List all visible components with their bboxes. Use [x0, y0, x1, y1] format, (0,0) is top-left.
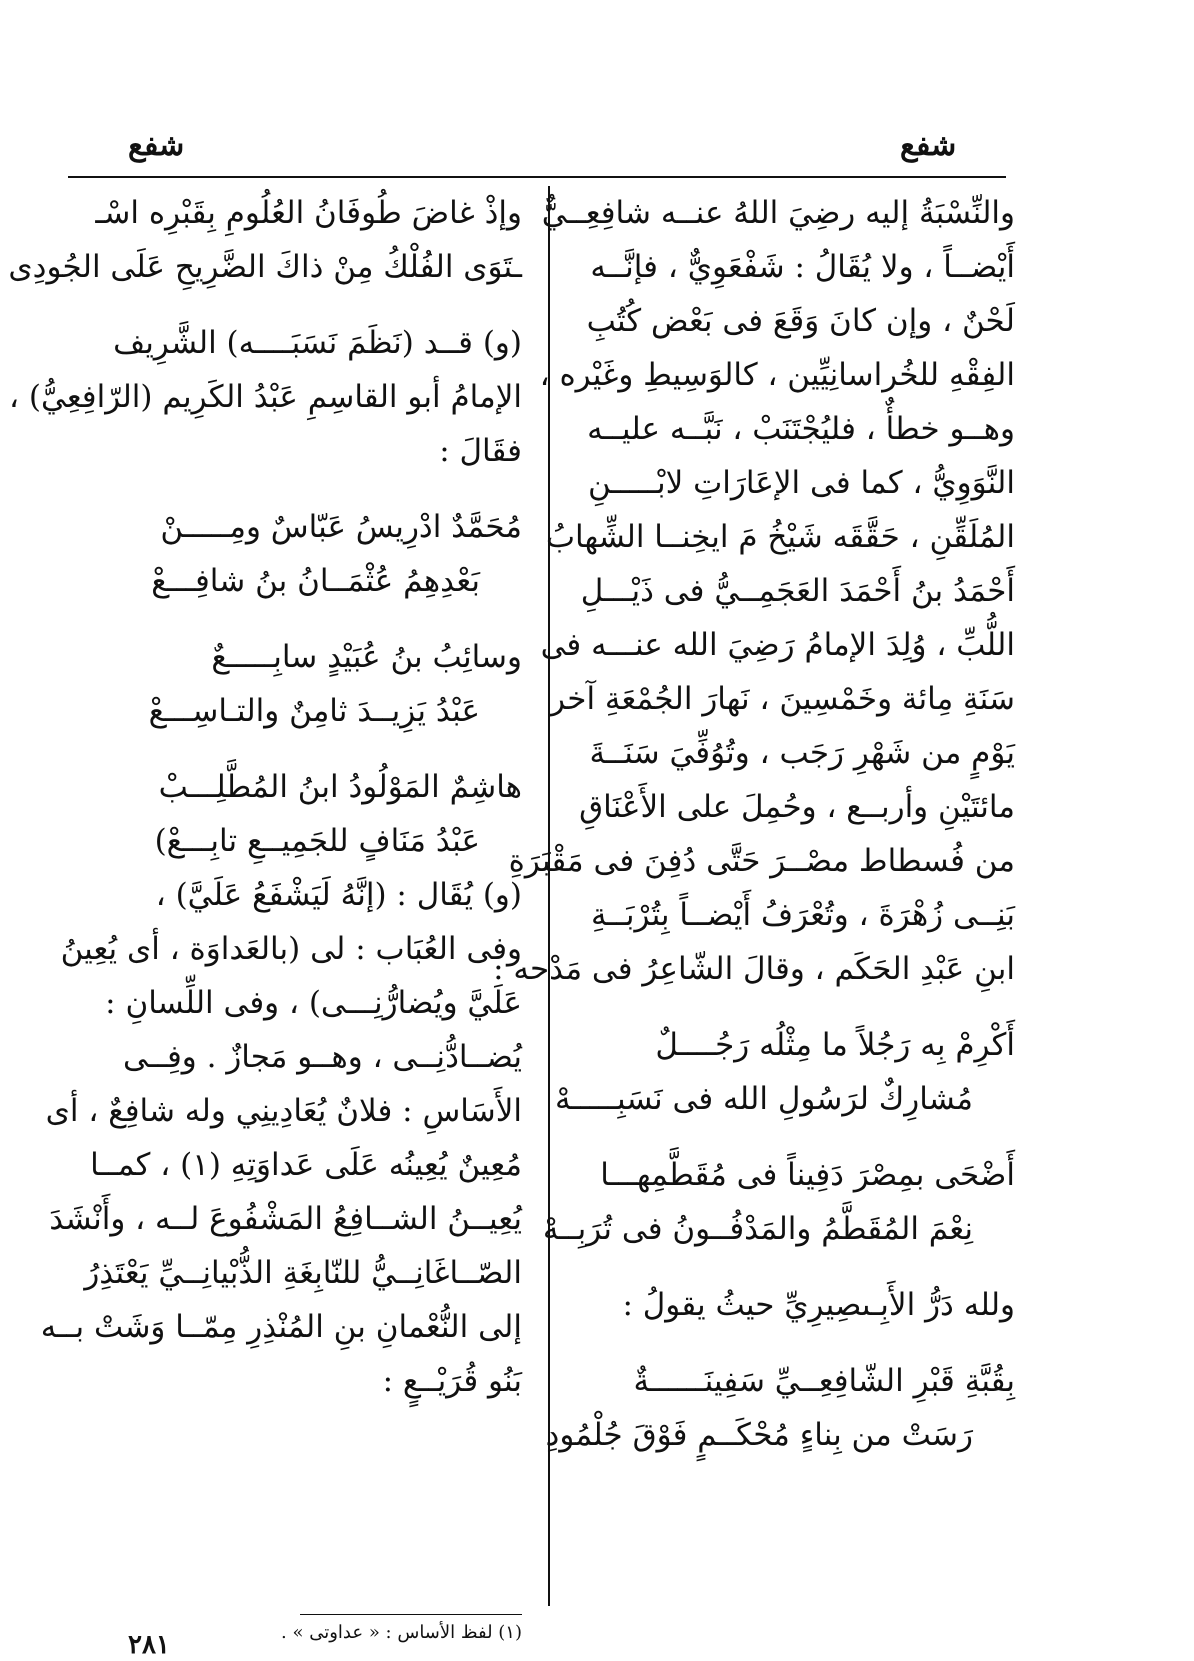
poem-hemistich: هاشِمٌ المَوْلُودُ ابنُ المُطَّلِـــبْ: [158, 769, 522, 805]
text-line: المُلَقِّنِ ، حَقَّقَه شَيْخُ مَ ايخِنــا الشِّهابُ: [545, 519, 1015, 555]
text-line: (و) يُقَال : (إنَّهُ لَيَشْفَعُ عَلَيَّ) ،: [155, 877, 522, 913]
header-rule: [68, 176, 1006, 178]
poem-hemistich: عَبْدُ يَزِيــدَ ثامِنٌ والتـاسِـــعْ: [148, 693, 480, 729]
poem-hemistich: عَبْدُ مَنَافٍ للجَمِيــعِ تابِـــعْ): [154, 823, 480, 859]
text-line: لَحْنٌ ، وإن كانَ وَقَعَ فى بَعْض كُتُبِ: [586, 303, 1015, 339]
poem-hemistich: وسائِبُ بنُ عُبَيْدٍ سابِـــــعٌ: [211, 639, 522, 675]
text-line: فقَالَ :: [439, 433, 522, 469]
text-line: يَوْمٍ من شَهْرِ رَجَب ، وتُوُفِّيَ سَنَــةَ: [589, 735, 1015, 771]
text-line: ولله دَرُّ الأَبِـىصِيرِيِّ حيثُ يقولُ :: [622, 1287, 1015, 1323]
running-head-left: شفع: [128, 128, 185, 163]
text-line: مُعِينٌ يُعِينُه عَلَى عَداوَتِهِ (١) ، كمــا: [90, 1147, 522, 1183]
text-line: بَنِــى زُهْرَةَ ، وتُعْرَفُ أَيْضــاً بِتُرْبَــةِ: [591, 897, 1015, 933]
text-line: وفى العُبَاب : لى (بالعَداوَة ، أى يُعِينُ: [60, 931, 522, 967]
text-line: الأَسَاسِ : فلانٌ يُعَادِينِي وله شافِعٌ ، أى: [45, 1093, 522, 1129]
text-line: ابنِ عَبْدِ الحَكَم ، وقالَ الشّاعِرُ فى مَدْحه :: [493, 951, 1015, 987]
text-line: إلى النُّعْمانِ بنِ المُنْذِرِ مِمّــا وَشَتْ بــه: [40, 1309, 522, 1345]
text-line: اللُّبِّ ، وُلِدَ الإمامُ رَضِيَ الله عنـــه فى: [540, 627, 1015, 663]
footnote: (١) لفظ الأساس : « عداوتى » .: [281, 1622, 522, 1643]
text-line: سَنَةِ مِائة وخَمْسِينَ ، نَهارَ الجُمْعَةِ آخر: [550, 681, 1015, 717]
text-line: النَّوَوِيُّ ، كما فى الإعَارَاتِ لابْـــــنِ: [587, 465, 1015, 501]
poem-hemistich: ـتَوَى الفُلْكُ مِنْ ذاكَ الضَّرِيحِ عَلَى الجُودِى: [8, 249, 522, 285]
text-line: عَلَيَّ ويُضارُّنِـــى) ، وفى اللِّسانِ :: [105, 985, 522, 1021]
left-column: [8, 186, 522, 1408]
poem-hemistich: أَكْرِمْ بِه رَجُلاً ما مِثْلُه رَجُــــلٌ: [655, 1027, 1015, 1063]
poem-hemistich: بِقُبَّةِ قَبْرِ الشّافِعِــيِّ سَفِينَــــــةٌ: [633, 1363, 1015, 1399]
text-line: (و) قــد (نَظَمَ نَسَبَــــه) الشَّرِيف: [113, 325, 522, 361]
text-line: مائتَيْنِ وأربــع ، وحُمِلَ على الأَعْنَاقِ: [579, 789, 1015, 825]
text-line: بَنُو قُرَيْــعٍ :: [382, 1363, 522, 1399]
poem-hemistich: رَسَتْ من بِناءٍ مُحْكَــمٍ فَوْقَ جُلْمُودِ: [545, 1417, 973, 1453]
poem-hemistich: مُشارِكٌ لرَسُولِ الله فى نَسَبِـــــهْ: [555, 1081, 973, 1117]
poem-hemistich: بَعْدِهِمُ عُثْمَــانُ بنُ شافِـــعْ: [151, 563, 480, 599]
text-line: من فُسطاط مصْــرَ حَتَّى دُفِنَ فى مَقْبَرَةِ: [508, 843, 1015, 879]
text-line: أَيْضــاً ، ولا يُقَالُ : شَفْعَوِيٌّ ، فإنَّــه: [590, 249, 1015, 285]
text-line: أَحْمَدُ بنُ أَحْمَدَ العَجَمِــيُّ فى ذَيْـــلِ: [580, 573, 1015, 609]
text-line: والنِّسْبَةُ إليه رضِيَ اللهُ عنــه شافِعِــيٌّ: [541, 195, 1015, 231]
right-column: [493, 186, 1015, 1462]
poem-hemistich: وإذْ غاضَ طُوفَانُ العُلُومِ بِقَبْرِه اسْـ: [95, 195, 522, 231]
poem-hemistich: نِعْمَ المُقَطَّمُ والمَدْفُــونُ فى تُرَبِــهْ: [542, 1211, 973, 1247]
text-line: وهــو خطأٌ ، فليُجْتَنَبْ ، نَبَّــه عليــه: [587, 411, 1015, 447]
poem-hemistich: مُحَمَّدٌ ادْرِيسُ عَبّاسٌ ومِـــــنْ: [160, 509, 522, 545]
running-head-right: شفع: [900, 128, 957, 163]
text-line: الفِقْهِ للخُراسانِيِّين ، كالوَسِيطِ وغَيْره ،: [539, 357, 1015, 393]
text-line: الصّــاغَانِــيُّ للنّابِغَةِ الذُّبْيانِــيِّ يَعْتَذِرُ: [84, 1255, 522, 1291]
text-line: يُضــادُّنِــى ، وهــو مَجازٌ . وفِــى: [122, 1039, 522, 1075]
text-line: الإمامُ أبو القاسِمِ عَبْدُ الكَرِيم (الرّافِعِيُّ) ،: [9, 379, 522, 415]
text-line: يُعِيــنُ الشــافِعُ المَشْفُوعَ لــه ، وأَنْشَدَ: [49, 1201, 522, 1237]
poem-hemistich: أَضْحَى بمِصْرَ دَفِيناً فى مُقَطَّمِهـــا: [600, 1157, 1015, 1193]
footnote-rule: [300, 1614, 522, 1615]
page-number: ٢٨١: [128, 1630, 170, 1660]
